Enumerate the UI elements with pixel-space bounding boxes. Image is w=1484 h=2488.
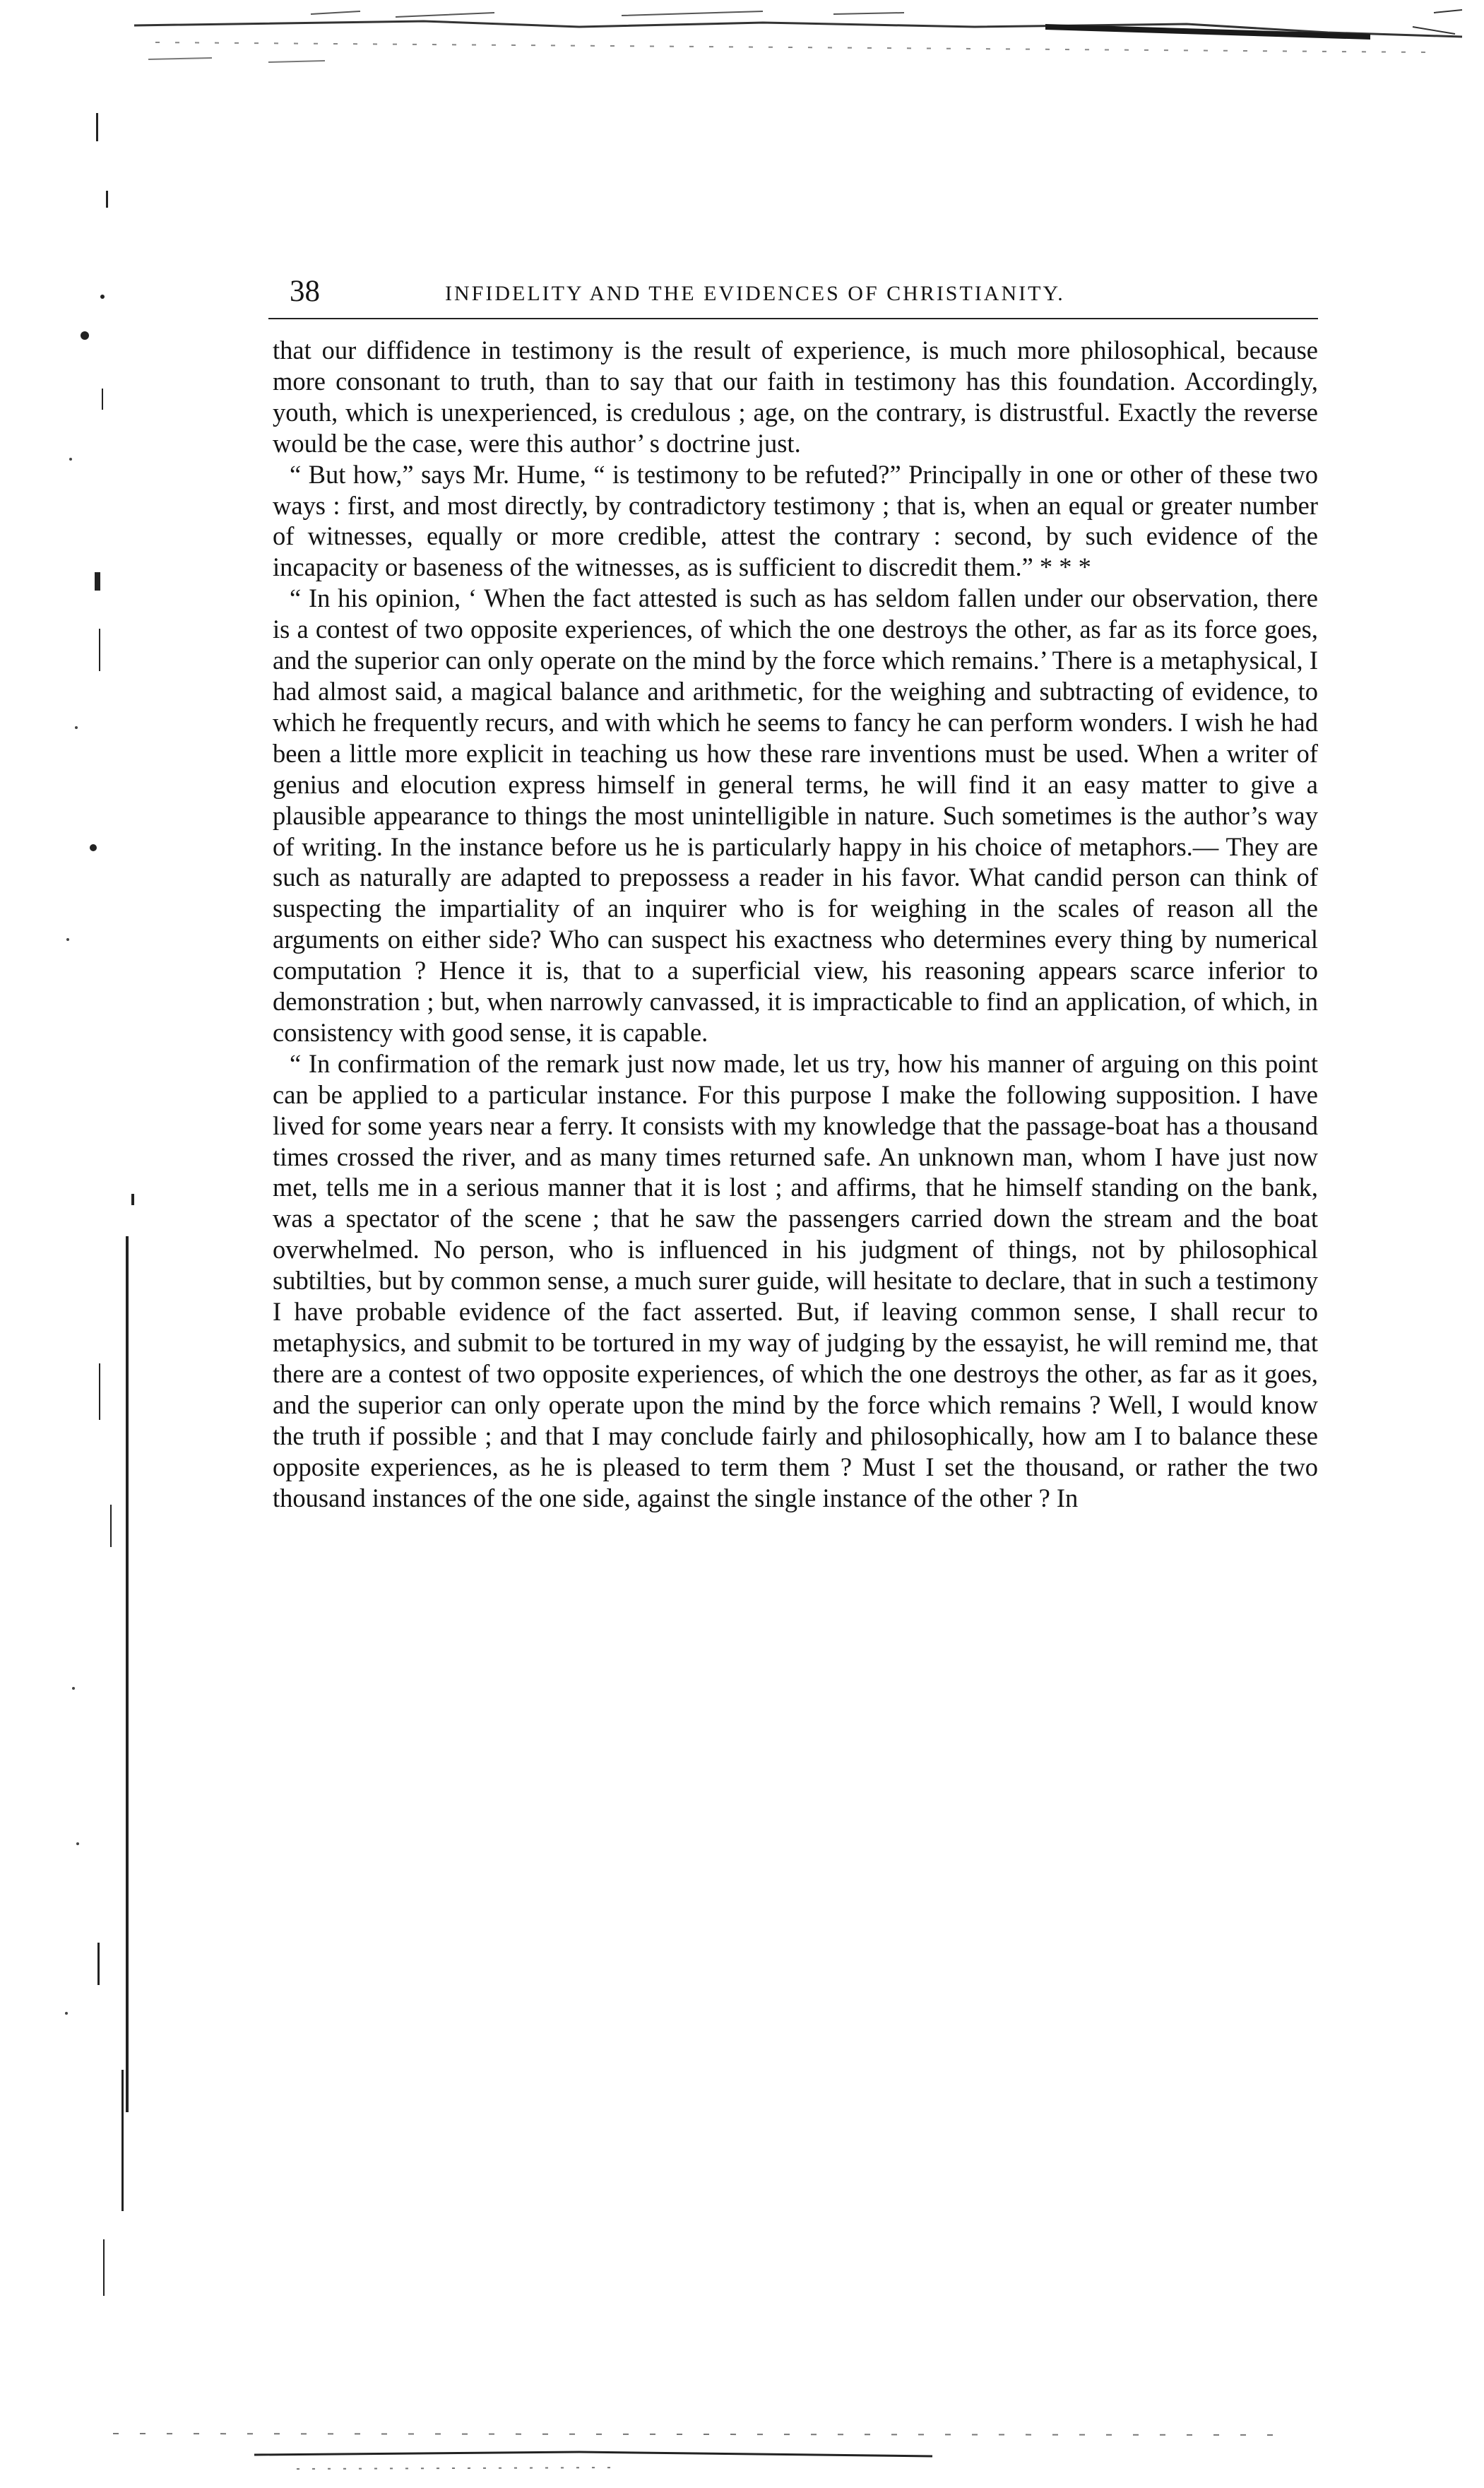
- left-margin-marks: [42, 92, 134, 2423]
- body-text: [268, 335, 1318, 1513]
- running-head: [268, 274, 1318, 319]
- paragraph: “ In his opinion, ‘ When the fact attested is such as has seldom fallen under our observation, there is a contest of two opposite experiences, of which the one destroys the other, as far as its force goes, and the superior can only operate on the mind by the force which remains.’ There is a metaphysical, I had almost said, a magical balance and arithmetic, for the weighing and subtracting of evidence, to which he frequently recurs, and with which he seems to fancy he can perform wonders. I wish he had been a little more explicit in teaching us how these rare inventions must be used. When a writer of genius and elocution express himself in general terms, he will find it an easy matter to give a plausible appearance to things the most unintelligible in nature. Such sometimes is the author’s way of writing. In the instance before us he is particularly happy in his choice of metaphors.— They are such as naturally are adapted to prepossess a reader in his favor. What candid person can think of suspecting the impartiality of an inquirer who is for weighing in the scales of reason all the arguments on either side? Who can suspect his exactness who determines every thing by numerical computation ? Hence it is, that to a superficial view, his reasoning appears scarce inferior to demonstration ; but, when narrowly canvassed, it is impracticable to find an application, of which, in consistency with good sense, it is capable.: [273, 584, 1318, 1047]
- scan-edge-bottom: [85, 2419, 1356, 2483]
- paragraph: “ In confirmation of the remark just now made, let us try, how his manner of arguing on this point can be applied to a particular instance. For this purpose I make the following supposition. I have lived for some years near a ferry. It consists with my knowledge that the passage-boat has a thousand times crossed the river, and as many times returned safe. An unknown man, whom I have just now met, tells me in a serious manner that it is lost ; and affirms, that he himself standing on the bank, was a spectator of the scene ; that he saw the passengers carried down the stream and the boat overwhelmed. No person, who is influenced in his judgment of things, not by philosophical subtilties, but by common sense, a much surer guide, will hesitate to declare, that in such a testimony I have probable evidence of the fact asserted. But, if leaving common sense, I shall recur to metaphysics, and submit to be tortured in my way of judging by the essayist, he will remind me, that there are a contest of two opposite experiences, of which the one destroys the other, as far as it goes, and the superior can only operate upon the mind by the force which remains ? Well, I would know the truth if possible ; and that I may conclude fairly and philosophically, how am I to balance these opposite experiences, as he is pleased to term them ? Must I set the thousand, or rather the two thousand instances of the one side, against the single instance of the other ? In: [273, 1048, 1318, 1512]
- paragraph: “ But how,” says Mr. Hume, “ is testimony to be refuted?” Principally in one or other of these two ways : first, and most directly, by contradictory testimony ; that is, when an equal or greater number of witnesses, equally or more credible, attest the contrary : second, by such evidence of the incapacity or baseness of the witnesses, as is sufficient to discredit them.” * * *: [273, 459, 1318, 582]
- paragraph: that our diffidence in testimony is the result of experience, is much more philosophical, because more consonant to truth, than to say that our faith in testimony has this foundation. Accordingly, youth, which is unexperienced, is credulous ; age, on the contrary, is distrustful. Exactly the reverse would be the case, were this author’ s doctrine just.: [273, 336, 1318, 458]
- running-title: INFIDELITY AND THE EVIDENCES OF CHRISTIANITY.: [445, 282, 1065, 305]
- page-number: 38: [290, 275, 320, 308]
- book-page: [268, 274, 1318, 1513]
- scan-edge-top: [127, 6, 1469, 69]
